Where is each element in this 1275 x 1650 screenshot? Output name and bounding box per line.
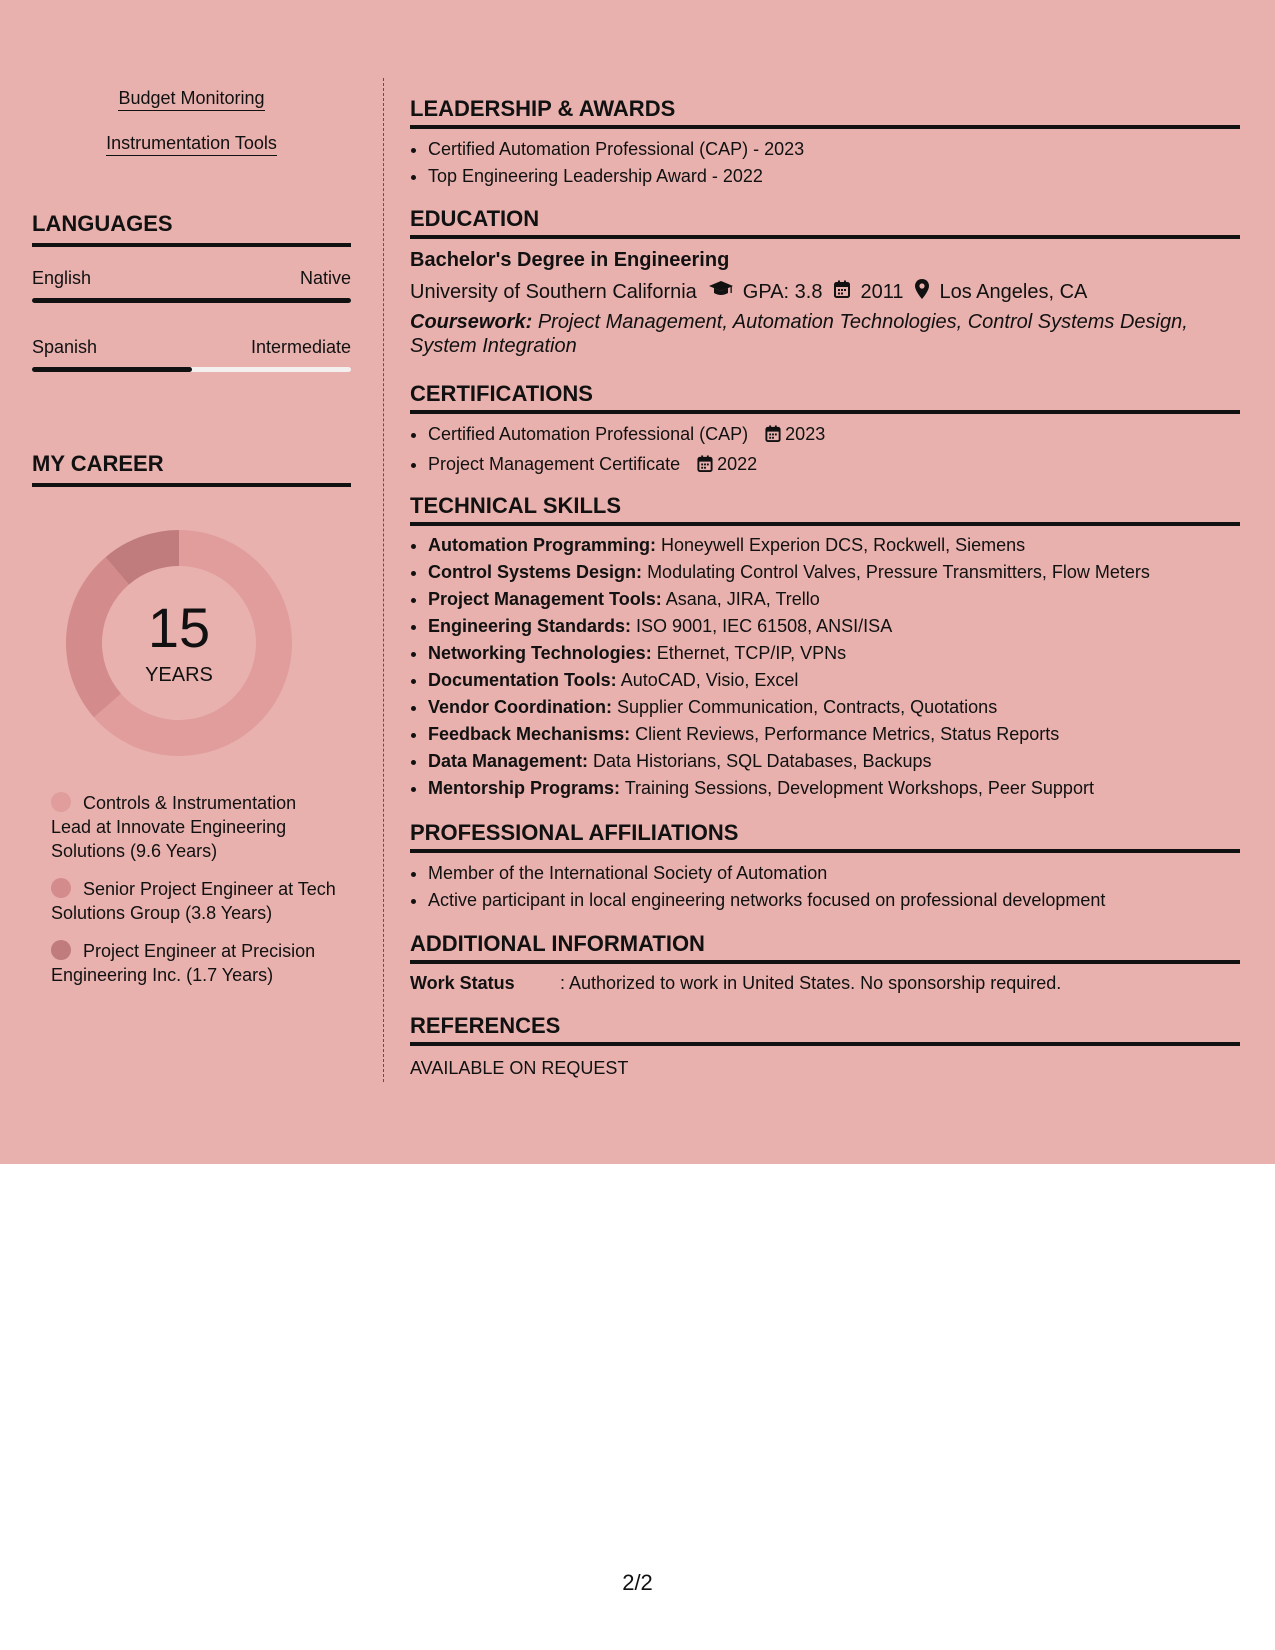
skill-category: Control Systems Design: — [428, 562, 643, 582]
language-name: English — [32, 268, 92, 288]
work-status-value: : Authorized to work in United States. No sponsorship required. — [560, 973, 1062, 993]
coursework — [410, 310, 1240, 358]
column-divider — [383, 78, 384, 1082]
skill-item — [428, 721, 1240, 748]
location-pin-icon — [915, 279, 929, 305]
career-item-text: Senior Project Engineer at Tech Solutions Group (3.8 Years) — [51, 879, 336, 923]
language-level: Intermediate — [250, 337, 351, 357]
list-item: • Active participant in local engineering networks focused on professional development — [428, 887, 1240, 914]
career-legend-item — [51, 791, 341, 863]
skill-category: Vendor Coordination: — [428, 697, 612, 717]
coursework-label: Coursework: — [410, 311, 533, 333]
skill-values: Client Reviews, Performance Metrics, Status Reports — [635, 724, 1060, 744]
skill-item — [428, 640, 1240, 667]
technical-skills-list — [410, 532, 1240, 802]
certification-year: 2022 — [717, 454, 758, 474]
leadership-heading: LEADERSHIP & AWARDS — [410, 96, 1240, 129]
career-item-text: Project Engineer at Precision Engineering Inc. (1.7 Years) — [51, 941, 316, 985]
skill-item — [428, 748, 1240, 775]
legend-dot — [51, 878, 71, 898]
skill-item — [428, 775, 1240, 802]
calendar-icon — [765, 422, 781, 450]
language-level: Native — [299, 268, 351, 288]
skill-item — [32, 88, 351, 109]
leadership-list — [410, 136, 1240, 190]
references-text: AVAILABLE ON REQUEST — [410, 1058, 629, 1078]
language-row — [32, 337, 351, 358]
coursework-text: Project Management, Automation Technologies, Control Systems Design, System Integration — [410, 311, 1188, 357]
affiliations-heading: PROFESSIONAL AFFILIATIONS — [410, 820, 1240, 853]
language-name: Spanish — [32, 337, 98, 357]
skill-values: Honeywell Experion DCS, Rockwell, Siemens — [661, 535, 1026, 555]
skill-values: Ethernet, TCP/IP, VPNs — [656, 643, 847, 663]
affiliations-list — [410, 860, 1240, 914]
list-item: • Certified Automation Professional (CAP) - 2023 — [428, 136, 1240, 163]
certifications-list — [410, 420, 1240, 480]
career-heading: MY CAREER — [32, 451, 351, 487]
skill-category: Documentation Tools: — [428, 670, 617, 690]
skill-category: Networking Technologies: — [428, 643, 652, 663]
education-location: Los Angeles, CA — [939, 280, 1088, 303]
career-donut-chart — [66, 530, 292, 756]
work-status-row — [410, 973, 1061, 994]
language-row — [32, 268, 351, 289]
skill-item — [32, 133, 351, 154]
career-legend-item — [51, 877, 341, 925]
work-status-label: Work Status — [410, 973, 515, 993]
skill-values: Training Sessions, Development Workshops, Peer Support — [624, 778, 1094, 798]
graduation-cap-icon — [709, 280, 733, 304]
graduation-year: 2011 — [860, 280, 904, 303]
references-heading: REFERENCES — [410, 1013, 1240, 1046]
skill-values: Supplier Communication, Contracts, Quotations — [617, 697, 998, 717]
list-item: • Member of the International Society of Automation — [428, 860, 1240, 887]
skill-values: ISO 9001, IEC 61508, ANSI/ISA — [636, 616, 893, 636]
calendar-icon — [697, 452, 713, 480]
career-total-years: 15 — [147, 596, 211, 659]
skill-item — [428, 694, 1240, 721]
certification-item — [428, 420, 1240, 450]
skill-item — [428, 613, 1240, 640]
certification-year: 2023 — [785, 424, 826, 444]
skill-category: Project Management Tools: — [428, 589, 662, 609]
legend-dot — [51, 792, 71, 812]
skill-category: Mentorship Programs: — [428, 778, 621, 798]
skill-category: Feedback Mechanisms: — [428, 724, 631, 744]
career-years-label: YEARS — [145, 664, 213, 686]
list-item: • Top Engineering Leadership Award - 2022 — [428, 163, 1240, 190]
donut-center — [66, 530, 292, 756]
career-item-text: Controls & Instrumentation Lead at Innovate Engineering Solutions (9.6 Years) — [51, 793, 297, 861]
education-details — [410, 279, 1087, 305]
skill-item — [428, 559, 1240, 586]
skill-label: Instrumentation Tools — [106, 133, 277, 156]
additional-info-heading: ADDITIONAL INFORMATION — [410, 931, 1240, 964]
skill-category: Data Management: — [428, 751, 589, 771]
skill-values: AutoCAD, Visio, Excel — [620, 670, 799, 690]
skill-item — [428, 667, 1240, 694]
skill-item — [428, 532, 1240, 559]
certification-item — [428, 450, 1240, 480]
certifications-heading: CERTIFICATIONS — [410, 381, 1240, 414]
language-bar-fill — [32, 367, 192, 372]
skill-category: Automation Programming: — [428, 535, 656, 555]
education-heading: EDUCATION — [410, 206, 1240, 239]
skill-label: Budget Monitoring — [118, 88, 264, 111]
page-number: 2/2 — [622, 1570, 653, 1595]
skill-values: Asana, JIRA, Trello — [665, 589, 820, 609]
language-bar-fill — [32, 298, 351, 303]
school-name: University of Southern California — [410, 280, 697, 303]
certification-name: Project Management Certificate — [428, 454, 681, 474]
skill-item — [428, 586, 1240, 613]
language-bar — [32, 367, 351, 372]
degree-title: Bachelor's Degree in Engineering — [410, 249, 730, 271]
technical-skills-heading: TECHNICAL SKILLS — [410, 493, 1240, 526]
certification-name: Certified Automation Professional (CAP) — [428, 424, 749, 444]
legend-dot — [51, 940, 71, 960]
language-bar — [32, 298, 351, 303]
gpa: GPA: 3.8 — [742, 280, 823, 303]
skill-values: Data Historians, SQL Databases, Backups — [593, 751, 932, 771]
career-legend-item — [51, 939, 341, 987]
languages-heading: LANGUAGES — [32, 211, 351, 247]
calendar-icon — [834, 280, 850, 304]
skill-values: Modulating Control Valves, Pressure Transmitters, Flow Meters — [647, 562, 1150, 582]
skill-category: Engineering Standards: — [428, 616, 632, 636]
